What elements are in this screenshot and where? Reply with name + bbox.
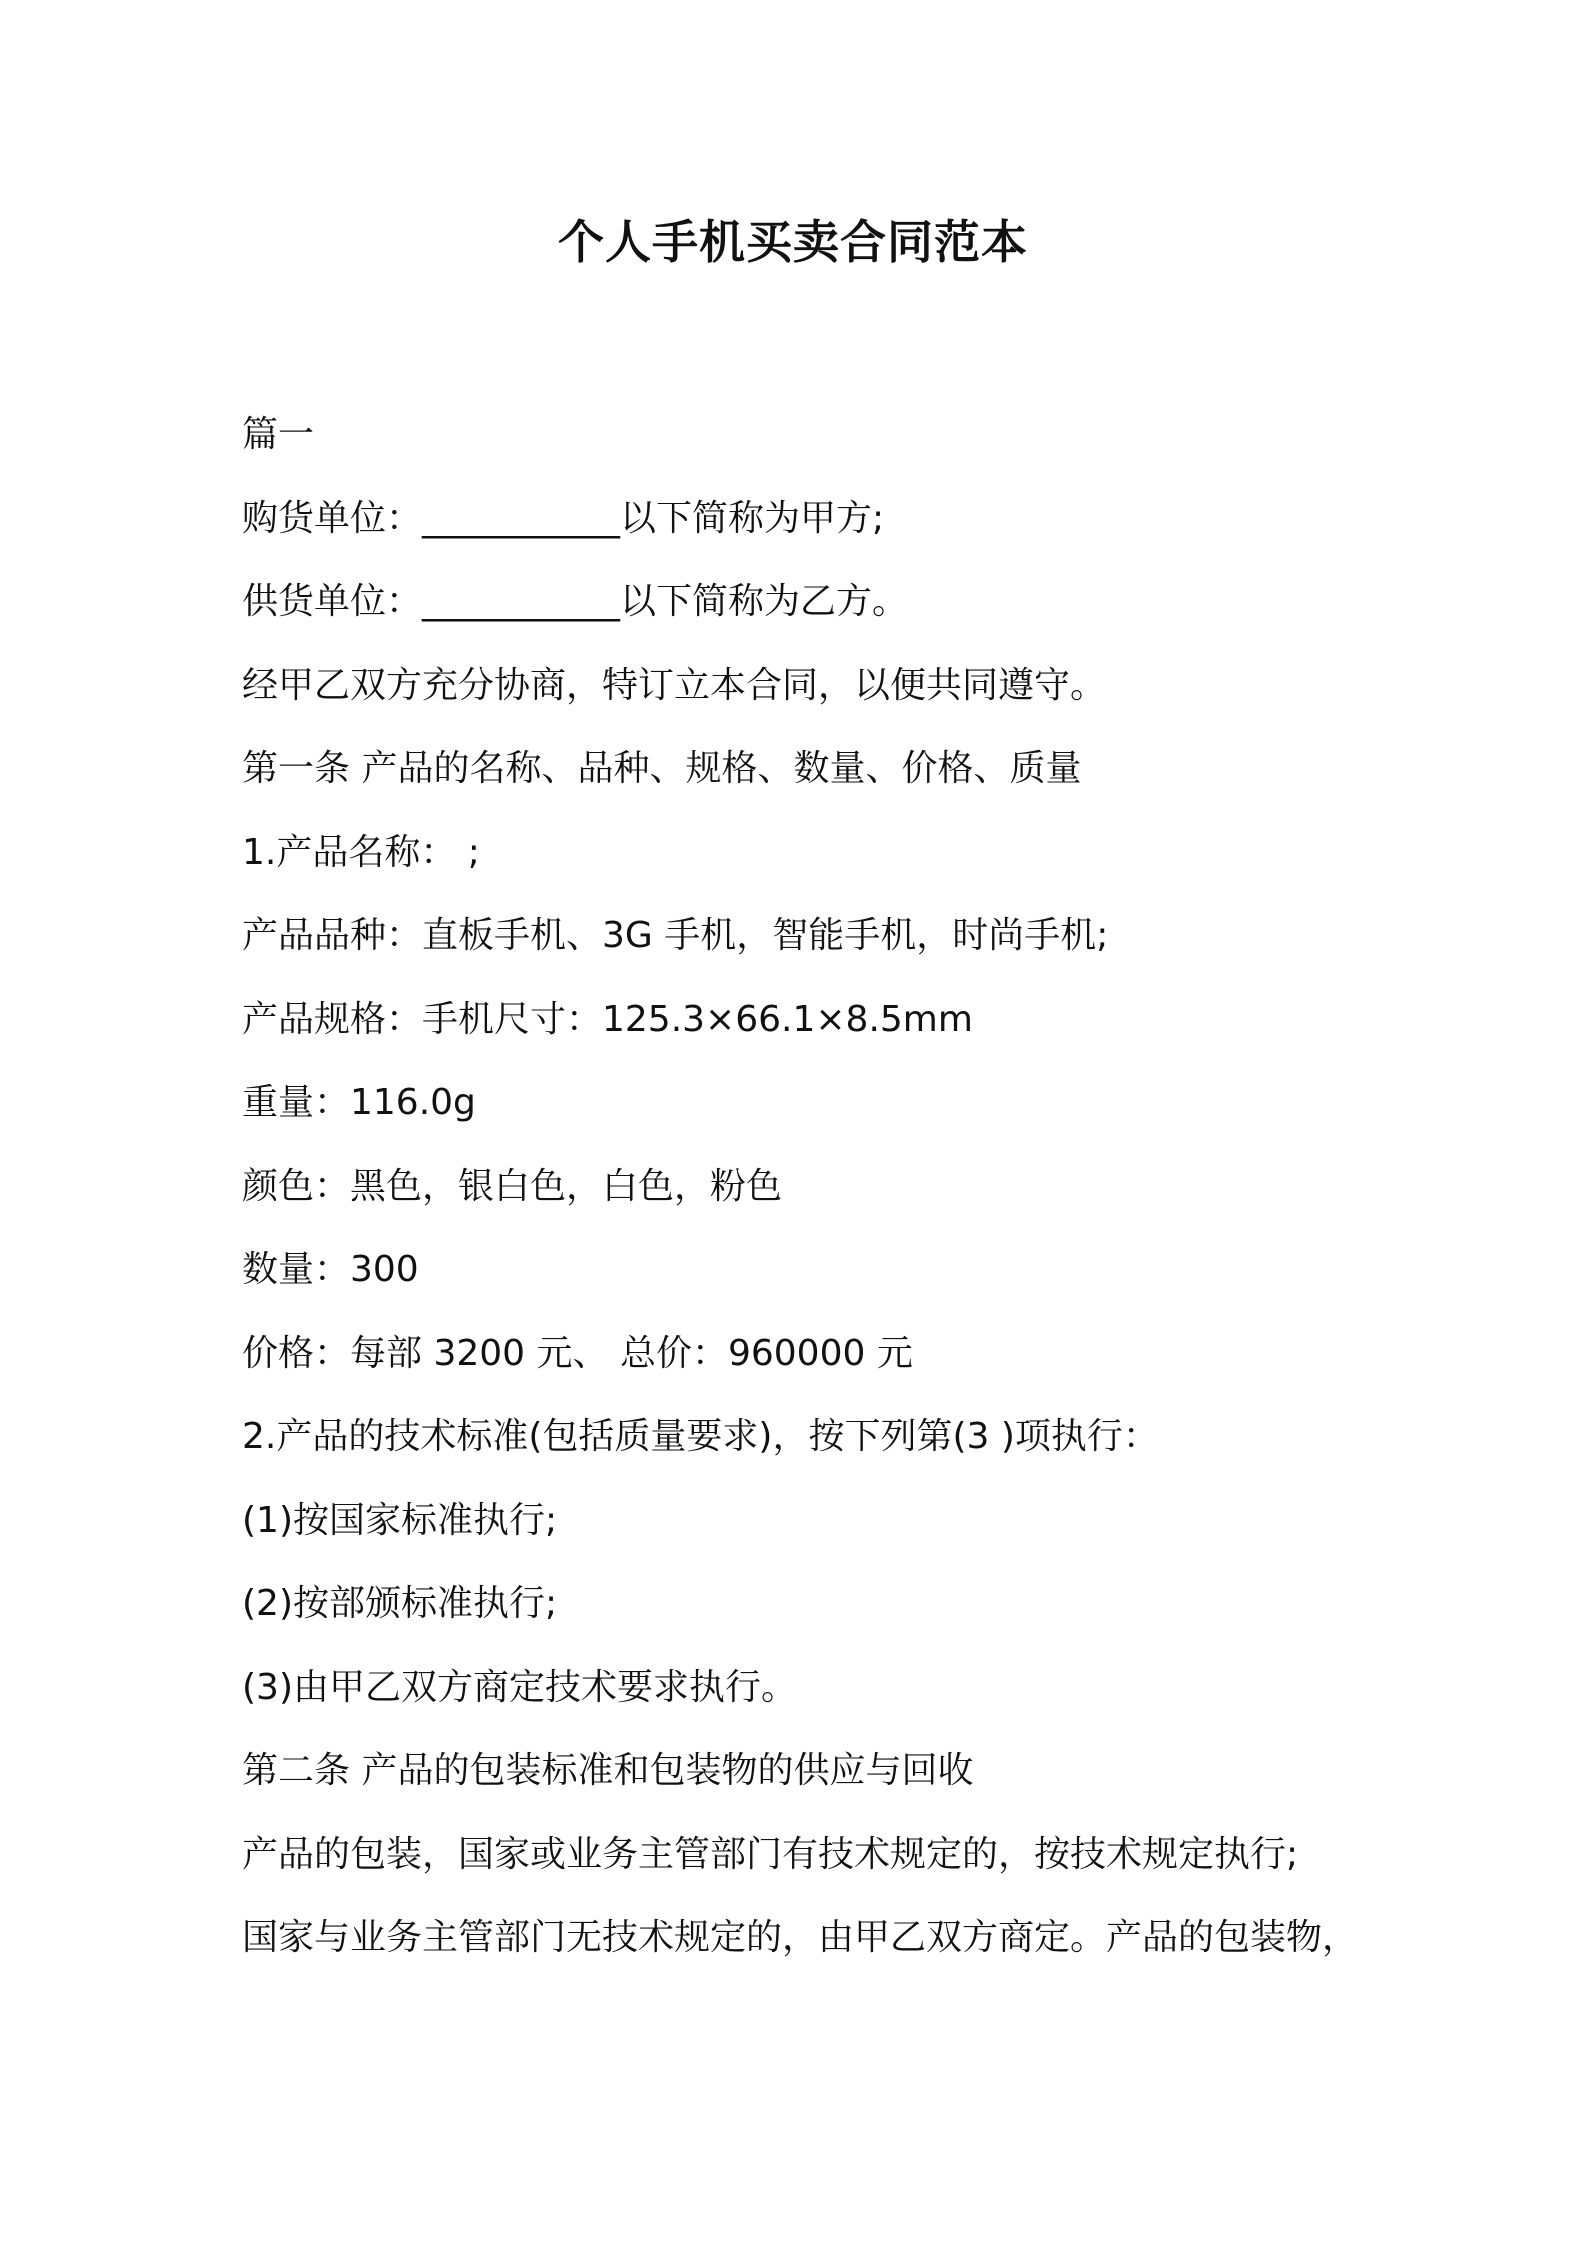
buyer-line: 购货单位：___________以下简称为甲方;	[242, 497, 885, 539]
product-variety-line: 产品品种：直板手机、3G 手机，智能手机，时尚手机;	[242, 915, 1109, 956]
supplier-line: 供货单位：___________以下简称为乙方。	[242, 581, 909, 622]
color-line: 颜色：黑色，银白色，白色，粉色	[242, 1165, 783, 1207]
article-two-heading: 第二条 产品的包装标准和包装物的供应与回收	[242, 1750, 974, 1791]
quantity-line: 数量：300	[242, 1249, 419, 1290]
packaging-line-1: 产品的包装，国家或业务主管部门有技术规定的，按技术规定执行;	[242, 1833, 1299, 1875]
standard-option-2: (2)按部颁标准执行;	[242, 1583, 558, 1624]
product-spec-line: 产品规格：手机尺寸：125.3×66.1×8.5mm	[242, 998, 973, 1040]
article-one-heading: 第一条 产品的名称、品种、规格、数量、价格、质量	[242, 748, 1082, 789]
weight-line: 重量：116.0g	[242, 1082, 476, 1123]
tech-standard-line: 2.产品的技术标准(包括质量要求)，按下列第(3 )项执行：	[242, 1416, 1159, 1457]
agreement-line: 经甲乙双方充分协商，特订立本合同，以便共同遵守。	[242, 664, 1107, 706]
section-label: 篇一	[242, 414, 315, 455]
price-line: 价格：每部 3200 元、 总价：960000 元	[242, 1332, 913, 1374]
product-name-line: 1.产品名称： ;	[242, 831, 480, 873]
standard-option-3: (3)由甲乙双方商定技术要求执行。	[242, 1666, 797, 1708]
standard-option-1: (1)按国家标准执行;	[242, 1499, 558, 1541]
packaging-line-2: 国家与业务主管部门无技术规定的，由甲乙双方商定。产品的包装物，	[242, 1917, 1359, 1958]
document-title: 个人手机买卖合同范本	[558, 215, 1028, 269]
document-body	[242, 405, 1362, 1992]
